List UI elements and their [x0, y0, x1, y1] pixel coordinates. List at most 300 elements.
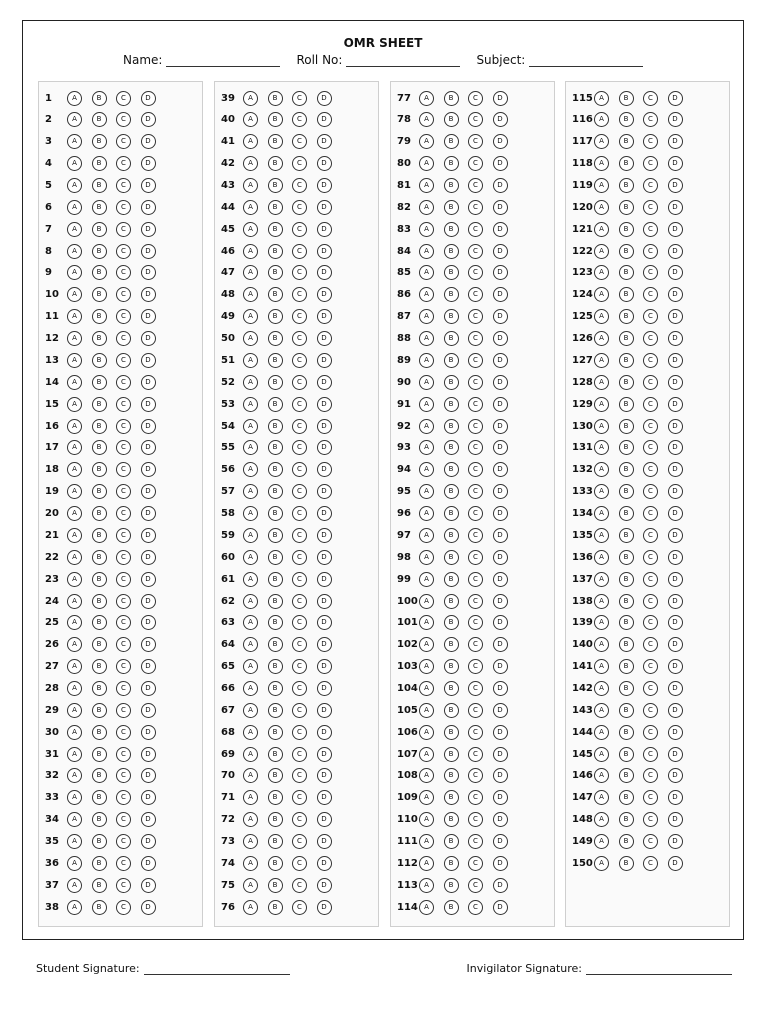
answer-bubble[interactable]: A	[419, 484, 434, 499]
answer-bubble[interactable]: C	[292, 353, 307, 368]
answer-bubble[interactable]: D	[141, 768, 156, 783]
answer-bubble[interactable]: A	[594, 462, 609, 477]
answer-bubble[interactable]: C	[116, 681, 131, 696]
answer-bubble[interactable]: D	[668, 265, 683, 280]
answer-bubble[interactable]: A	[67, 91, 82, 106]
answer-bubble[interactable]: C	[292, 397, 307, 412]
answer-bubble[interactable]: B	[92, 112, 107, 127]
answer-bubble[interactable]: C	[116, 834, 131, 849]
student-signature[interactable]	[36, 962, 290, 975]
answer-bubble[interactable]: D	[141, 287, 156, 302]
answer-bubble[interactable]: B	[268, 834, 283, 849]
answer-bubble[interactable]: A	[419, 834, 434, 849]
answer-bubble[interactable]: A	[243, 134, 258, 149]
answer-bubble[interactable]: A	[419, 812, 434, 827]
answer-bubble[interactable]: B	[92, 440, 107, 455]
answer-bubble[interactable]: A	[67, 265, 82, 280]
answer-bubble[interactable]: D	[141, 615, 156, 630]
answer-bubble[interactable]: D	[493, 528, 508, 543]
answer-bubble[interactable]: C	[292, 572, 307, 587]
answer-bubble[interactable]: A	[419, 287, 434, 302]
answer-bubble[interactable]: C	[468, 91, 483, 106]
answer-bubble[interactable]: A	[419, 615, 434, 630]
answer-bubble[interactable]: C	[468, 768, 483, 783]
answer-bubble[interactable]: D	[317, 615, 332, 630]
answer-bubble[interactable]: B	[619, 812, 634, 827]
answer-bubble[interactable]: C	[643, 440, 658, 455]
answer-bubble[interactable]: B	[268, 419, 283, 434]
answer-bubble[interactable]: A	[67, 659, 82, 674]
answer-bubble[interactable]: B	[444, 309, 459, 324]
answer-bubble[interactable]: D	[317, 353, 332, 368]
answer-bubble[interactable]: A	[419, 134, 434, 149]
answer-bubble[interactable]: C	[292, 594, 307, 609]
answer-bubble[interactable]: B	[619, 594, 634, 609]
answer-bubble[interactable]: B	[444, 419, 459, 434]
subject-line[interactable]	[529, 54, 643, 67]
answer-bubble[interactable]: D	[668, 506, 683, 521]
answer-bubble[interactable]: A	[243, 659, 258, 674]
answer-bubble[interactable]: B	[619, 353, 634, 368]
answer-bubble[interactable]: A	[67, 419, 82, 434]
answer-bubble[interactable]: D	[493, 703, 508, 718]
answer-bubble[interactable]: A	[243, 200, 258, 215]
answer-bubble[interactable]: B	[92, 550, 107, 565]
answer-bubble[interactable]: C	[643, 331, 658, 346]
answer-bubble[interactable]: C	[643, 637, 658, 652]
answer-bubble[interactable]: B	[444, 572, 459, 587]
answer-bubble[interactable]: D	[317, 528, 332, 543]
answer-bubble[interactable]: A	[243, 681, 258, 696]
answer-bubble[interactable]: A	[243, 790, 258, 805]
answer-bubble[interactable]: A	[243, 156, 258, 171]
answer-bubble[interactable]: C	[292, 659, 307, 674]
answer-bubble[interactable]: B	[444, 156, 459, 171]
answer-bubble[interactable]: D	[317, 178, 332, 193]
answer-bubble[interactable]: C	[292, 528, 307, 543]
answer-bubble[interactable]: A	[243, 506, 258, 521]
answer-bubble[interactable]: A	[419, 375, 434, 390]
answer-bubble[interactable]: A	[594, 353, 609, 368]
answer-bubble[interactable]: C	[643, 353, 658, 368]
answer-bubble[interactable]: D	[493, 615, 508, 630]
answer-bubble[interactable]: B	[92, 462, 107, 477]
answer-bubble[interactable]: D	[317, 462, 332, 477]
answer-bubble[interactable]: D	[317, 200, 332, 215]
answer-bubble[interactable]: B	[444, 703, 459, 718]
answer-bubble[interactable]: D	[493, 768, 508, 783]
answer-bubble[interactable]: C	[116, 900, 131, 915]
answer-bubble[interactable]: A	[243, 594, 258, 609]
answer-bubble[interactable]: C	[643, 856, 658, 871]
answer-bubble[interactable]: A	[419, 222, 434, 237]
answer-bubble[interactable]: A	[67, 550, 82, 565]
answer-bubble[interactable]: C	[468, 331, 483, 346]
answer-bubble[interactable]: B	[268, 768, 283, 783]
answer-bubble[interactable]: C	[643, 287, 658, 302]
answer-bubble[interactable]: D	[668, 834, 683, 849]
answer-bubble[interactable]: C	[116, 659, 131, 674]
answer-bubble[interactable]: B	[619, 681, 634, 696]
answer-bubble[interactable]: D	[493, 222, 508, 237]
answer-bubble[interactable]: D	[668, 91, 683, 106]
answer-bubble[interactable]: A	[67, 747, 82, 762]
answer-bubble[interactable]: D	[141, 528, 156, 543]
answer-bubble[interactable]: A	[419, 506, 434, 521]
answer-bubble[interactable]: C	[468, 637, 483, 652]
answer-bubble[interactable]: C	[292, 265, 307, 280]
answer-bubble[interactable]: D	[493, 178, 508, 193]
answer-bubble[interactable]: C	[116, 484, 131, 499]
answer-bubble[interactable]: D	[141, 134, 156, 149]
answer-bubble[interactable]: C	[116, 768, 131, 783]
answer-bubble[interactable]: C	[292, 506, 307, 521]
answer-bubble[interactable]: B	[619, 615, 634, 630]
answer-bubble[interactable]: B	[268, 331, 283, 346]
answer-bubble[interactable]: D	[493, 659, 508, 674]
answer-bubble[interactable]: D	[668, 659, 683, 674]
answer-bubble[interactable]: B	[268, 222, 283, 237]
answer-bubble[interactable]: B	[619, 484, 634, 499]
answer-bubble[interactable]: B	[619, 834, 634, 849]
answer-bubble[interactable]: B	[268, 572, 283, 587]
answer-bubble[interactable]: B	[268, 265, 283, 280]
answer-bubble[interactable]: B	[92, 900, 107, 915]
answer-bubble[interactable]: B	[619, 506, 634, 521]
answer-bubble[interactable]: D	[668, 768, 683, 783]
answer-bubble[interactable]: A	[419, 900, 434, 915]
answer-bubble[interactable]: D	[668, 790, 683, 805]
answer-bubble[interactable]: D	[141, 637, 156, 652]
answer-bubble[interactable]: A	[594, 397, 609, 412]
answer-bubble[interactable]: A	[594, 440, 609, 455]
answer-bubble[interactable]: B	[92, 331, 107, 346]
answer-bubble[interactable]: B	[444, 287, 459, 302]
answer-bubble[interactable]: C	[643, 572, 658, 587]
answer-bubble[interactable]: C	[292, 747, 307, 762]
answer-bubble[interactable]: D	[141, 156, 156, 171]
answer-bubble[interactable]: C	[643, 768, 658, 783]
answer-bubble[interactable]: B	[92, 681, 107, 696]
answer-bubble[interactable]: A	[594, 637, 609, 652]
answer-bubble[interactable]: B	[268, 287, 283, 302]
answer-bubble[interactable]: A	[419, 768, 434, 783]
answer-bubble[interactable]: A	[419, 594, 434, 609]
answer-bubble[interactable]: B	[92, 790, 107, 805]
answer-bubble[interactable]: D	[493, 572, 508, 587]
answer-bubble[interactable]: B	[268, 112, 283, 127]
answer-bubble[interactable]: B	[444, 222, 459, 237]
answer-bubble[interactable]: B	[619, 550, 634, 565]
answer-bubble[interactable]: D	[141, 462, 156, 477]
answer-bubble[interactable]: A	[243, 900, 258, 915]
answer-bubble[interactable]: B	[444, 375, 459, 390]
answer-bubble[interactable]: B	[92, 637, 107, 652]
answer-bubble[interactable]: D	[668, 484, 683, 499]
invigilator-signature[interactable]	[467, 962, 732, 975]
answer-bubble[interactable]: B	[444, 506, 459, 521]
answer-bubble[interactable]: C	[292, 725, 307, 740]
answer-bubble[interactable]: C	[292, 462, 307, 477]
answer-bubble[interactable]: D	[317, 812, 332, 827]
answer-bubble[interactable]: B	[619, 375, 634, 390]
answer-bubble[interactable]: A	[67, 112, 82, 127]
answer-bubble[interactable]: A	[67, 725, 82, 740]
answer-bubble[interactable]: A	[67, 331, 82, 346]
answer-bubble[interactable]: C	[643, 397, 658, 412]
answer-bubble[interactable]: C	[292, 91, 307, 106]
answer-bubble[interactable]: A	[67, 856, 82, 871]
answer-bubble[interactable]: D	[141, 812, 156, 827]
answer-bubble[interactable]: A	[67, 244, 82, 259]
answer-bubble[interactable]: C	[116, 462, 131, 477]
answer-bubble[interactable]: D	[317, 856, 332, 871]
answer-bubble[interactable]: B	[268, 200, 283, 215]
answer-bubble[interactable]: B	[619, 244, 634, 259]
answer-bubble[interactable]: D	[141, 331, 156, 346]
answer-bubble[interactable]: B	[268, 900, 283, 915]
answer-bubble[interactable]: B	[619, 768, 634, 783]
answer-bubble[interactable]: A	[419, 91, 434, 106]
answer-bubble[interactable]: B	[268, 440, 283, 455]
answer-bubble[interactable]: B	[444, 550, 459, 565]
answer-bubble[interactable]: C	[292, 178, 307, 193]
answer-bubble[interactable]: C	[643, 222, 658, 237]
answer-bubble[interactable]: D	[141, 550, 156, 565]
answer-bubble[interactable]: D	[317, 419, 332, 434]
answer-bubble[interactable]: A	[594, 200, 609, 215]
answer-bubble[interactable]: D	[493, 812, 508, 827]
answer-bubble[interactable]: D	[141, 506, 156, 521]
answer-bubble[interactable]: A	[243, 309, 258, 324]
answer-bubble[interactable]: C	[292, 834, 307, 849]
answer-bubble[interactable]: C	[116, 747, 131, 762]
answer-bubble[interactable]: A	[67, 309, 82, 324]
answer-bubble[interactable]: B	[92, 178, 107, 193]
answer-bubble[interactable]: C	[292, 200, 307, 215]
answer-bubble[interactable]: C	[468, 244, 483, 259]
answer-bubble[interactable]: A	[594, 747, 609, 762]
answer-bubble[interactable]: A	[67, 615, 82, 630]
answer-bubble[interactable]: D	[493, 397, 508, 412]
answer-bubble[interactable]: B	[444, 681, 459, 696]
answer-bubble[interactable]: D	[668, 331, 683, 346]
answer-bubble[interactable]: C	[116, 265, 131, 280]
answer-bubble[interactable]: C	[643, 134, 658, 149]
answer-bubble[interactable]: C	[468, 134, 483, 149]
answer-bubble[interactable]: A	[67, 790, 82, 805]
answer-bubble[interactable]: C	[468, 265, 483, 280]
answer-bubble[interactable]: A	[594, 375, 609, 390]
answer-bubble[interactable]: B	[619, 725, 634, 740]
answer-bubble[interactable]: B	[268, 134, 283, 149]
answer-bubble[interactable]: B	[92, 91, 107, 106]
subject-field[interactable]	[476, 53, 643, 67]
answer-bubble[interactable]: D	[141, 878, 156, 893]
answer-bubble[interactable]: C	[643, 244, 658, 259]
answer-bubble[interactable]: B	[92, 244, 107, 259]
answer-bubble[interactable]: B	[92, 156, 107, 171]
answer-bubble[interactable]: C	[292, 550, 307, 565]
answer-bubble[interactable]: D	[141, 572, 156, 587]
answer-bubble[interactable]: B	[619, 528, 634, 543]
answer-bubble[interactable]: B	[92, 594, 107, 609]
answer-bubble[interactable]: B	[444, 834, 459, 849]
answer-bubble[interactable]: A	[594, 91, 609, 106]
answer-bubble[interactable]: B	[92, 703, 107, 718]
answer-bubble[interactable]: D	[317, 91, 332, 106]
answer-bubble[interactable]: A	[594, 550, 609, 565]
answer-bubble[interactable]: A	[419, 878, 434, 893]
answer-bubble[interactable]: B	[268, 309, 283, 324]
answer-bubble[interactable]: D	[493, 856, 508, 871]
answer-bubble[interactable]: C	[292, 900, 307, 915]
answer-bubble[interactable]: C	[292, 484, 307, 499]
answer-bubble[interactable]: D	[668, 681, 683, 696]
answer-bubble[interactable]: A	[419, 550, 434, 565]
answer-bubble[interactable]: D	[141, 375, 156, 390]
answer-bubble[interactable]: D	[493, 506, 508, 521]
answer-bubble[interactable]: A	[243, 419, 258, 434]
answer-bubble[interactable]: C	[468, 812, 483, 827]
answer-bubble[interactable]: C	[468, 900, 483, 915]
answer-bubble[interactable]: D	[141, 222, 156, 237]
answer-bubble[interactable]: D	[493, 681, 508, 696]
answer-bubble[interactable]: A	[67, 353, 82, 368]
answer-bubble[interactable]: C	[643, 309, 658, 324]
answer-bubble[interactable]: C	[116, 637, 131, 652]
answer-bubble[interactable]: A	[419, 244, 434, 259]
answer-bubble[interactable]: C	[116, 112, 131, 127]
answer-bubble[interactable]: B	[444, 900, 459, 915]
answer-bubble[interactable]: B	[268, 375, 283, 390]
answer-bubble[interactable]: C	[116, 594, 131, 609]
answer-bubble[interactable]: A	[419, 112, 434, 127]
answer-bubble[interactable]: D	[317, 222, 332, 237]
answer-bubble[interactable]: D	[493, 790, 508, 805]
answer-bubble[interactable]: A	[243, 244, 258, 259]
answer-bubble[interactable]: A	[419, 178, 434, 193]
answer-bubble[interactable]: A	[594, 506, 609, 521]
answer-bubble[interactable]: C	[292, 244, 307, 259]
answer-bubble[interactable]: B	[92, 397, 107, 412]
answer-bubble[interactable]: B	[268, 91, 283, 106]
answer-bubble[interactable]: D	[317, 725, 332, 740]
answer-bubble[interactable]: A	[594, 768, 609, 783]
answer-bubble[interactable]: C	[643, 528, 658, 543]
answer-bubble[interactable]: D	[141, 265, 156, 280]
answer-bubble[interactable]: C	[468, 856, 483, 871]
answer-bubble[interactable]: B	[444, 725, 459, 740]
answer-bubble[interactable]: A	[67, 528, 82, 543]
answer-bubble[interactable]: B	[444, 790, 459, 805]
answer-bubble[interactable]: D	[141, 419, 156, 434]
answer-bubble[interactable]: A	[243, 112, 258, 127]
answer-bubble[interactable]: D	[141, 834, 156, 849]
answer-bubble[interactable]: C	[643, 200, 658, 215]
answer-bubble[interactable]: D	[668, 309, 683, 324]
answer-bubble[interactable]: C	[292, 134, 307, 149]
answer-bubble[interactable]: D	[493, 725, 508, 740]
answer-bubble[interactable]: B	[619, 703, 634, 718]
answer-bubble[interactable]: A	[67, 484, 82, 499]
answer-bubble[interactable]: C	[292, 790, 307, 805]
answer-bubble[interactable]: D	[141, 703, 156, 718]
answer-bubble[interactable]: C	[468, 462, 483, 477]
answer-bubble[interactable]: B	[268, 462, 283, 477]
invigilator-signature-line[interactable]	[586, 963, 732, 975]
answer-bubble[interactable]: D	[668, 615, 683, 630]
answer-bubble[interactable]: D	[493, 134, 508, 149]
answer-bubble[interactable]: B	[92, 834, 107, 849]
answer-bubble[interactable]: C	[643, 265, 658, 280]
answer-bubble[interactable]: D	[141, 594, 156, 609]
answer-bubble[interactable]: C	[468, 112, 483, 127]
answer-bubble[interactable]: B	[268, 353, 283, 368]
answer-bubble[interactable]: C	[468, 200, 483, 215]
answer-bubble[interactable]: C	[468, 659, 483, 674]
answer-bubble[interactable]: B	[444, 244, 459, 259]
answer-bubble[interactable]: D	[668, 397, 683, 412]
answer-bubble[interactable]: C	[468, 375, 483, 390]
answer-bubble[interactable]: B	[444, 659, 459, 674]
answer-bubble[interactable]: A	[243, 747, 258, 762]
answer-bubble[interactable]: C	[292, 375, 307, 390]
answer-bubble[interactable]: A	[243, 572, 258, 587]
answer-bubble[interactable]: A	[243, 528, 258, 543]
answer-bubble[interactable]: D	[668, 112, 683, 127]
answer-bubble[interactable]: B	[268, 484, 283, 499]
answer-bubble[interactable]: A	[67, 878, 82, 893]
answer-bubble[interactable]: D	[317, 265, 332, 280]
answer-bubble[interactable]: C	[116, 856, 131, 871]
answer-bubble[interactable]: C	[292, 615, 307, 630]
answer-bubble[interactable]: A	[594, 681, 609, 696]
answer-bubble[interactable]: B	[444, 178, 459, 193]
answer-bubble[interactable]: D	[668, 156, 683, 171]
answer-bubble[interactable]: C	[292, 287, 307, 302]
answer-bubble[interactable]: D	[317, 790, 332, 805]
answer-bubble[interactable]: A	[594, 528, 609, 543]
answer-bubble[interactable]: B	[619, 572, 634, 587]
answer-bubble[interactable]: C	[116, 397, 131, 412]
answer-bubble[interactable]: A	[67, 900, 82, 915]
answer-bubble[interactable]: D	[493, 637, 508, 652]
answer-bubble[interactable]: A	[419, 790, 434, 805]
answer-bubble[interactable]: A	[419, 353, 434, 368]
answer-bubble[interactable]: A	[594, 812, 609, 827]
answer-bubble[interactable]: B	[619, 134, 634, 149]
answer-bubble[interactable]: D	[493, 287, 508, 302]
answer-bubble[interactable]: D	[668, 594, 683, 609]
answer-bubble[interactable]: B	[619, 309, 634, 324]
answer-bubble[interactable]: A	[419, 440, 434, 455]
answer-bubble[interactable]: C	[116, 244, 131, 259]
answer-bubble[interactable]: A	[419, 572, 434, 587]
answer-bubble[interactable]: A	[594, 287, 609, 302]
answer-bubble[interactable]: B	[619, 156, 634, 171]
answer-bubble[interactable]: C	[468, 594, 483, 609]
answer-bubble[interactable]: D	[668, 747, 683, 762]
answer-bubble[interactable]: A	[419, 528, 434, 543]
answer-bubble[interactable]: D	[493, 375, 508, 390]
answer-bubble[interactable]: D	[317, 331, 332, 346]
answer-bubble[interactable]: A	[419, 747, 434, 762]
answer-bubble[interactable]: D	[141, 440, 156, 455]
answer-bubble[interactable]: B	[619, 462, 634, 477]
answer-bubble[interactable]: D	[668, 528, 683, 543]
answer-bubble[interactable]: B	[92, 856, 107, 871]
